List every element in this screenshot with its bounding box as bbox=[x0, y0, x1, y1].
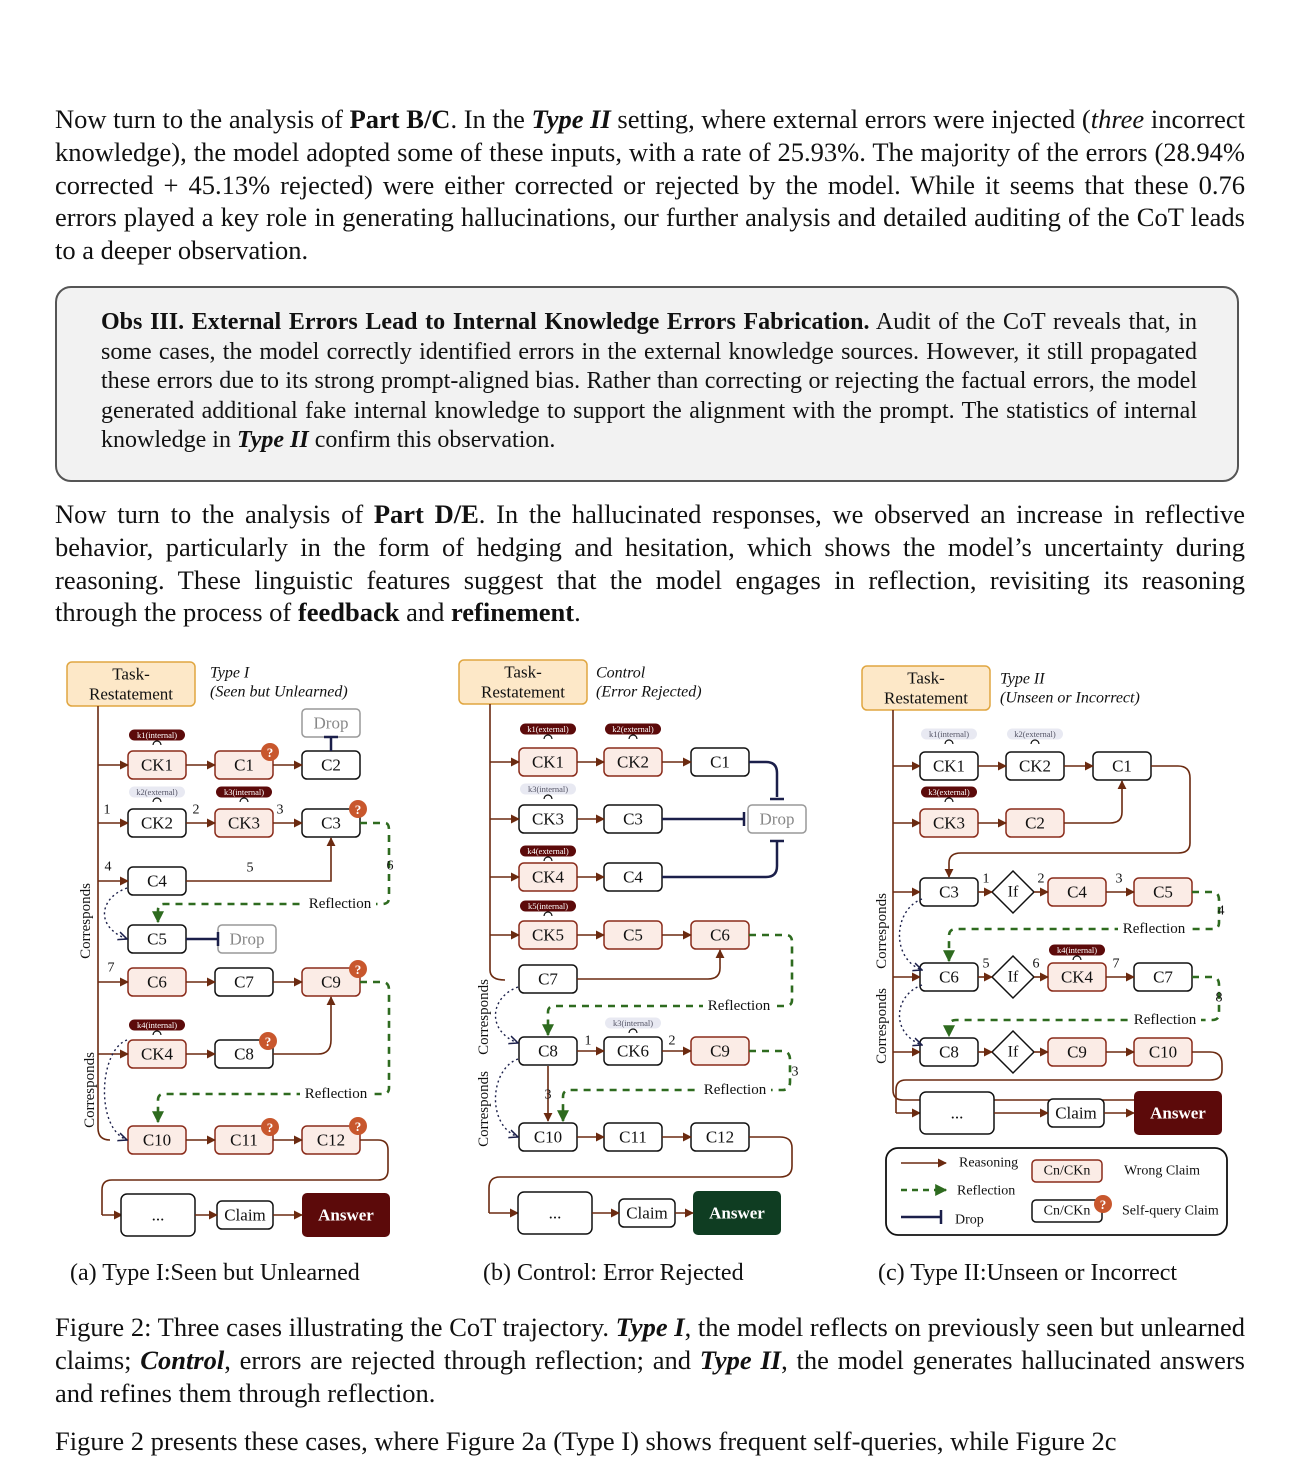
reflection-arrow bbox=[548, 935, 792, 1035]
step-number: 1 bbox=[584, 1033, 592, 1049]
node-label-bC8: C8 bbox=[538, 1041, 558, 1061]
knowledge-tag-label: k2(external) bbox=[612, 724, 654, 734]
cutoff-paragraph: Figure 2 presents these cases, where Figure 2a (Type I) shows frequent self-queries, while Figure 2c bbox=[55, 1426, 1117, 1456]
step-number: 6 bbox=[1032, 956, 1040, 972]
self-query-mark: ? bbox=[266, 745, 274, 760]
task-label: Restatement bbox=[883, 688, 969, 708]
task-label: Task- bbox=[907, 668, 945, 688]
node-label-aCK1: CK1 bbox=[140, 755, 174, 775]
step-number: 3 bbox=[544, 1087, 552, 1103]
figure-caption: Figure 2: Three cases illustrating the CoT trajectory. Type I, the model reflects on previously seen but unlearned claims; Control, errors are rejected through reflection; and Type II, the model generates hallucinated answers and refines them through reflection. bbox=[55, 1312, 1245, 1408]
node-label-bC1: C1 bbox=[710, 752, 730, 772]
node-label-cC9: C9 bbox=[1067, 1042, 1087, 1062]
knowledge-tag-label: k3(internal) bbox=[223, 787, 265, 797]
node-label-bCK2: CK2 bbox=[616, 752, 650, 772]
self-query-mark: ? bbox=[1099, 1197, 1107, 1212]
node-label-aC4: C4 bbox=[147, 871, 167, 891]
step-number: 1 bbox=[103, 802, 111, 818]
node-label-aC5: C5 bbox=[147, 929, 167, 949]
node-label-claim245: Claim bbox=[224, 1205, 266, 1225]
ellipsis-label: ... bbox=[151, 1205, 165, 1225]
panel-c-tag: (Unseen or Incorrect) bbox=[1000, 689, 1140, 707]
node-label-aC2: C2 bbox=[321, 755, 341, 775]
drop-line bbox=[749, 762, 777, 797]
node-label-bC7: C7 bbox=[538, 969, 558, 989]
node-label-bCK6: CK6 bbox=[616, 1041, 650, 1061]
node-label-cC10: C10 bbox=[1148, 1042, 1178, 1062]
node-label-aC7: C7 bbox=[234, 972, 254, 992]
legend-self-query: Self-query Claim bbox=[1122, 1203, 1219, 1219]
corresponds-label: Corresponds bbox=[874, 988, 890, 1064]
reflection-label: Reflection bbox=[707, 998, 771, 1014]
corresponds-label: Corresponds bbox=[476, 979, 492, 1055]
step-number: 5 bbox=[246, 860, 254, 876]
self-query-mark: ? bbox=[354, 1119, 362, 1134]
node-label-aC6: C6 bbox=[147, 972, 167, 992]
node-label-bC9: C9 bbox=[710, 1041, 730, 1061]
task-label: Task- bbox=[112, 664, 150, 684]
panel-b-tag: (Error Rejected) bbox=[596, 683, 702, 701]
legend-node-label: Cn/CKn bbox=[1043, 1163, 1091, 1179]
ellipsis-label: ... bbox=[548, 1203, 562, 1223]
node-label-cCK1: CK1 bbox=[932, 756, 966, 776]
step-number: 1 bbox=[982, 871, 990, 887]
caption-a: (a) Type I:Seen but Unlearned bbox=[70, 1260, 360, 1286]
panel-c-tag: Type II bbox=[1000, 670, 1045, 688]
legend-reflection: Reflection bbox=[957, 1183, 1016, 1199]
step-number: 3 bbox=[1115, 871, 1123, 887]
self-query-mark: ? bbox=[354, 962, 362, 977]
corresponds-link bbox=[104, 1040, 127, 1140]
reasoning-arrow bbox=[186, 838, 331, 881]
node-label-cC3: C3 bbox=[939, 882, 959, 902]
knowledge-tag-label: k2(external) bbox=[1014, 729, 1056, 739]
node-label-aC9: C9 bbox=[321, 972, 341, 992]
legend-drop: Drop bbox=[955, 1212, 984, 1228]
cot-trajectory-figure bbox=[0, 650, 1297, 1250]
node-label-claim1076: Claim bbox=[1055, 1103, 1097, 1123]
step-number: 3 bbox=[276, 802, 284, 818]
panel-a-trunk bbox=[98, 706, 110, 1140]
observation-text: Obs III. External Errors Lead to Internal Knowledge Errors Fabrication. Audit of the CoT reveals that, in some cases, the model correctly identified errors in the external knowledge sources. However, it still propagated these errors due to its strong prompt-aligned bias. Rather than correcting or rejecting the factual errors, the model generated additional fake internal knowledge to support the alignment with the prompt. The statistics of internal knowledge in Type II confirm this observation. bbox=[101, 309, 1198, 453]
task-label: Restatement bbox=[480, 682, 566, 702]
knowledge-tag-label: k4(external) bbox=[527, 846, 569, 856]
node-label-cC4: C4 bbox=[1067, 882, 1087, 902]
if-label: If bbox=[1007, 968, 1019, 986]
knowledge-tag-label: k5(internal) bbox=[527, 901, 569, 911]
reflection-label: Reflection bbox=[703, 1082, 767, 1098]
corresponds-label: Corresponds bbox=[874, 893, 890, 969]
corresponds-link bbox=[104, 888, 127, 939]
if-label: If bbox=[1007, 883, 1019, 901]
node-label-aC8: C8 bbox=[234, 1044, 254, 1064]
knowledge-tag-label: k3(internal) bbox=[612, 1018, 654, 1028]
corresponds-link bbox=[899, 899, 922, 970]
step-number: 3 bbox=[791, 1064, 799, 1080]
knowledge-tag-label: k1(external) bbox=[527, 724, 569, 734]
corresponds-link bbox=[495, 987, 518, 1043]
node-label-cC2: C2 bbox=[1025, 813, 1045, 833]
node-label-bC10: C10 bbox=[533, 1127, 563, 1147]
knowledge-tag-label: k1(internal) bbox=[928, 729, 970, 739]
answer-label: Answer bbox=[1150, 1103, 1206, 1123]
node-label-cC8: C8 bbox=[939, 1042, 959, 1062]
paragraph-part-de: Now turn to the analysis of Part D/E. In the hallucinated responses, we observed an increase in reflective behavior, particularly in the form of hedging and hesitation, which shows the model’s uncertainty during reasoning. These linguistic features suggest that the model engages in reflection, revisiting its reasoning through the process of feedback and refinement. bbox=[55, 499, 1245, 628]
node-label-cC1: C1 bbox=[1112, 756, 1132, 776]
node-label-cC6: C6 bbox=[939, 967, 959, 987]
step-number: 8 bbox=[1215, 990, 1223, 1006]
step-number: 2 bbox=[668, 1033, 676, 1049]
step-number: 7 bbox=[107, 960, 115, 976]
node-label-bCK3: CK3 bbox=[531, 809, 565, 829]
step-number: 5 bbox=[982, 956, 990, 972]
panel-b-tag: Control bbox=[596, 664, 646, 682]
answer-label: Answer bbox=[318, 1205, 374, 1225]
node-label-aCK4: CK4 bbox=[140, 1044, 174, 1064]
reflection-label: Reflection bbox=[1122, 921, 1186, 937]
knowledge-tag-label: k4(internal) bbox=[1056, 945, 1098, 955]
node-label-bC11: C11 bbox=[619, 1127, 647, 1147]
node-label-cCK2: CK2 bbox=[1018, 756, 1052, 776]
if-label: If bbox=[1007, 1043, 1019, 1061]
node-label-bCK1: CK1 bbox=[531, 752, 565, 772]
node-label-aCK2: CK2 bbox=[140, 813, 174, 833]
node-label-bC12: C12 bbox=[705, 1127, 735, 1147]
drop-label: Drop bbox=[229, 929, 265, 949]
knowledge-tag-label: k3(external) bbox=[928, 787, 970, 797]
node-label-bC4: C4 bbox=[623, 867, 643, 887]
answer-label: Answer bbox=[709, 1203, 765, 1223]
node-label-aC11: C11 bbox=[230, 1130, 258, 1150]
task-label: Task- bbox=[504, 662, 542, 682]
node-label-aC12: C12 bbox=[316, 1130, 346, 1150]
step-number: 2 bbox=[192, 802, 200, 818]
knowledge-tag-label: k4(internal) bbox=[136, 1020, 178, 1030]
self-query-mark: ? bbox=[266, 1120, 274, 1135]
reflection-label: Reflection bbox=[304, 1086, 368, 1102]
knowledge-tag-label: k2(external) bbox=[136, 787, 178, 797]
step-number: 4 bbox=[1217, 903, 1225, 919]
drop-label: Drop bbox=[759, 809, 795, 829]
corresponds-label: Corresponds bbox=[78, 883, 94, 959]
reasoning-arrow bbox=[577, 950, 720, 979]
legend-wrong-claim: Wrong Claim bbox=[1124, 1163, 1201, 1179]
caption-c: (c) Type II:Unseen or Incorrect bbox=[878, 1260, 1178, 1286]
panel-b-trunk bbox=[490, 704, 505, 980]
knowledge-tag-label: k1(internal) bbox=[136, 730, 178, 740]
corresponds-link bbox=[495, 1059, 518, 1137]
node-label-aCK3: CK3 bbox=[227, 813, 261, 833]
node-label-bC3: C3 bbox=[623, 809, 643, 829]
node-label-claim647: Claim bbox=[626, 1203, 668, 1223]
step-number: 2 bbox=[1037, 871, 1045, 887]
node-label-bCK5: CK5 bbox=[531, 925, 565, 945]
node-label-cC5: C5 bbox=[1153, 882, 1173, 902]
panel-a-tag: (Seen but Unlearned) bbox=[210, 683, 348, 701]
legend-reasoning: Reasoning bbox=[959, 1155, 1019, 1171]
node-label-aC1: C1 bbox=[234, 755, 254, 775]
step-number: 7 bbox=[1112, 956, 1120, 972]
self-query-mark: ? bbox=[264, 1034, 272, 1049]
reasoning-arrow bbox=[273, 997, 331, 1054]
drop-label: Drop bbox=[313, 713, 349, 733]
step-number: 6 bbox=[386, 858, 394, 874]
reasoning-arrow bbox=[949, 766, 1190, 877]
legend-node-label: Cn/CKn bbox=[1043, 1203, 1091, 1219]
observation-box bbox=[55, 286, 1239, 482]
node-label-aC10: C10 bbox=[142, 1130, 172, 1150]
node-label-cCK3: CK3 bbox=[932, 813, 966, 833]
node-label-bC5: C5 bbox=[623, 925, 643, 945]
ellipsis-label: ... bbox=[950, 1103, 964, 1123]
caption-b: (b) Control: Error Rejected bbox=[483, 1260, 744, 1286]
node-label-aC3: C3 bbox=[321, 813, 341, 833]
corresponds-link bbox=[899, 985, 922, 1045]
corresponds-label: Corresponds bbox=[476, 1071, 492, 1147]
reflection-label: Reflection bbox=[1133, 1012, 1197, 1028]
self-query-mark: ? bbox=[354, 802, 362, 817]
knowledge-tag-label: k3(internal) bbox=[527, 784, 569, 794]
reflection-label: Reflection bbox=[308, 896, 372, 912]
node-label-cC7: C7 bbox=[1153, 967, 1173, 987]
task-label: Restatement bbox=[88, 684, 174, 704]
drop-line bbox=[662, 842, 777, 877]
corresponds-label: Corresponds bbox=[82, 1052, 98, 1128]
node-label-cCK4: CK4 bbox=[1060, 967, 1094, 987]
node-label-bC6: C6 bbox=[710, 925, 730, 945]
paragraph-part-bc: Now turn to the analysis of Part B/C. In the Type II setting, where external errors were injected (three incorrect knowledge), the model adopted some of these inputs, with a rate of 25.93%. The majority of the errors (28.94% corrected + 45.13% rejected) were either corrected or rejected by the model. While it seems that these 0.76 errors played a key role in generating hallucinations, our further analysis and detailed auditing of the CoT leads to a deeper observation. bbox=[55, 104, 1245, 266]
reasoning-arrow bbox=[1064, 781, 1122, 823]
node-label-bCK4: CK4 bbox=[531, 867, 565, 887]
panel-a-tag: Type I bbox=[210, 664, 250, 682]
step-number: 4 bbox=[104, 859, 112, 875]
